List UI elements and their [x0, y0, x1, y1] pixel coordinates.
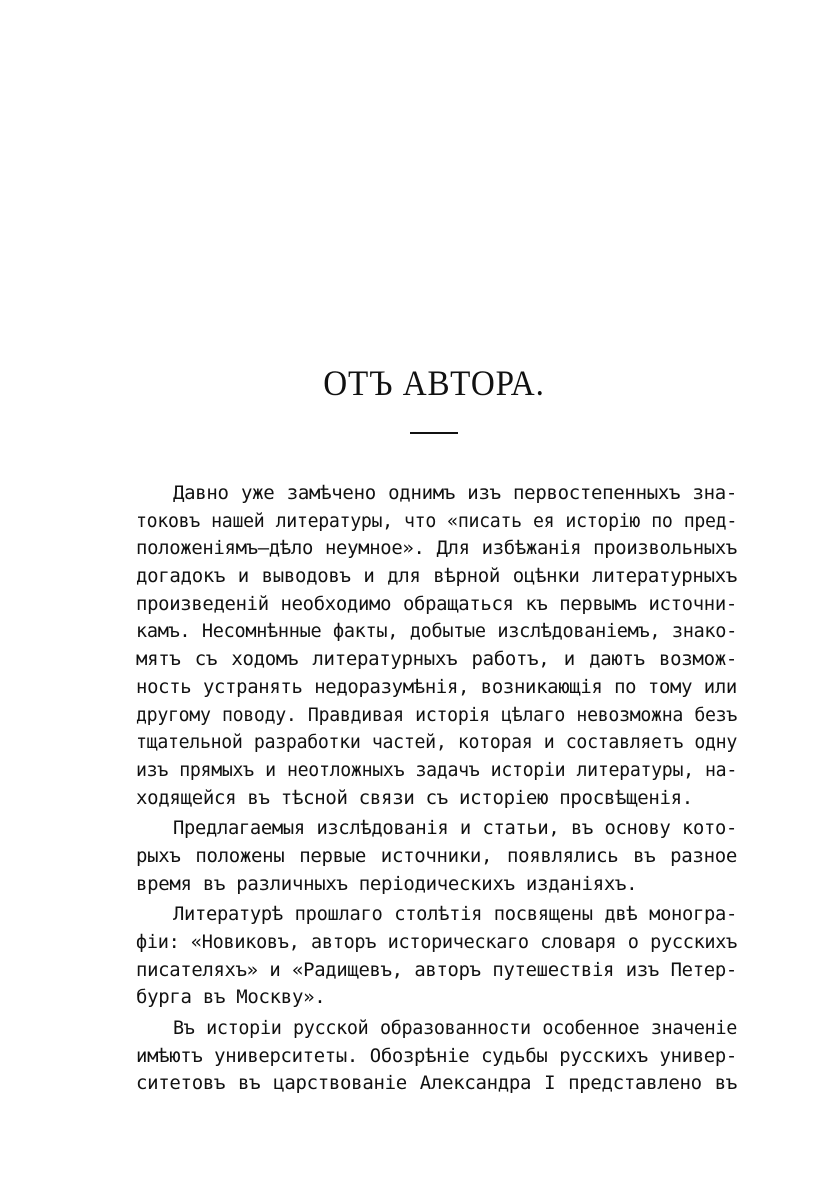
text-line: Въ исторіи русской образованности особенное значеніе — [173, 1018, 737, 1040]
text-line: рыхъ положены первые источники, появлялись въ разное — [136, 844, 737, 867]
text-line: камъ. Несомнѣнные факты, добытые изслѣдованіемъ, знако- — [136, 621, 737, 643]
text-line: мятъ съ ходомъ литературныхъ работъ, и даютъ возмож- — [136, 648, 737, 671]
paragraph-3 — [136, 901, 737, 1012]
text-line: ность устранять недоразумѣнія, возникающія по тому или — [136, 675, 737, 698]
text-line: тщательной разработки частей, которая и составляетъ одну — [136, 732, 737, 754]
text-line: ситетовъ въ царствованіе Александра I представлено въ — [136, 1072, 737, 1095]
text-line: фіи: «Новиковъ, авторъ историческаго словаря о русскихъ — [136, 932, 737, 953]
title-rule — [410, 432, 458, 434]
chapter-title: ОТЪ АВТОРА. — [323, 363, 545, 403]
paragraph-2 — [136, 815, 737, 898]
text-line: изъ прямыхъ и неотложныхъ задачъ исторіи литературы, на- — [136, 759, 737, 781]
text-line: Предлагаемыя изслѣдованія и статьи, въ основу кото- — [173, 818, 737, 840]
text-line: ходящейся въ тѣсной связи съ исторіею просвѣщенія. — [136, 786, 693, 809]
text-line: токовъ нашей литературы, что «писать ея исторію по пред- — [136, 510, 737, 532]
text-line: Давно уже замѣчено однимъ изъ первостепенныхъ зна- — [173, 482, 737, 504]
body-text — [136, 480, 737, 1098]
text-line: писателяхъ» и «Радищевъ, авторъ путешествія изъ Петер- — [136, 958, 737, 981]
paragraph-4 — [136, 1015, 737, 1098]
text-line: время въ различныхъ періодическихъ изданіяхъ. — [136, 872, 638, 895]
text-line: имѣютъ университеты. Обозрѣніе судьбы русскихъ универ- — [136, 1044, 737, 1067]
text-line: Литературѣ прошлаго столѣтія посвящены двѣ моногра- — [173, 904, 737, 926]
text-line: положеніямъ—дѣло неумное». Для избѣжанія произвольныхъ — [136, 537, 737, 560]
text-line: бурга въ Москву». — [136, 986, 326, 1009]
text-line: другому поводу. Правдивая исторія цѣлаго невозможна безъ — [136, 704, 737, 726]
paragraph-1 — [136, 480, 737, 812]
text-line: догадокъ и выводовъ и для вѣрной оцѣнки литературныхъ — [136, 565, 737, 588]
text-line: произведеній необходимо обращаться къ первымъ источни- — [136, 592, 737, 615]
